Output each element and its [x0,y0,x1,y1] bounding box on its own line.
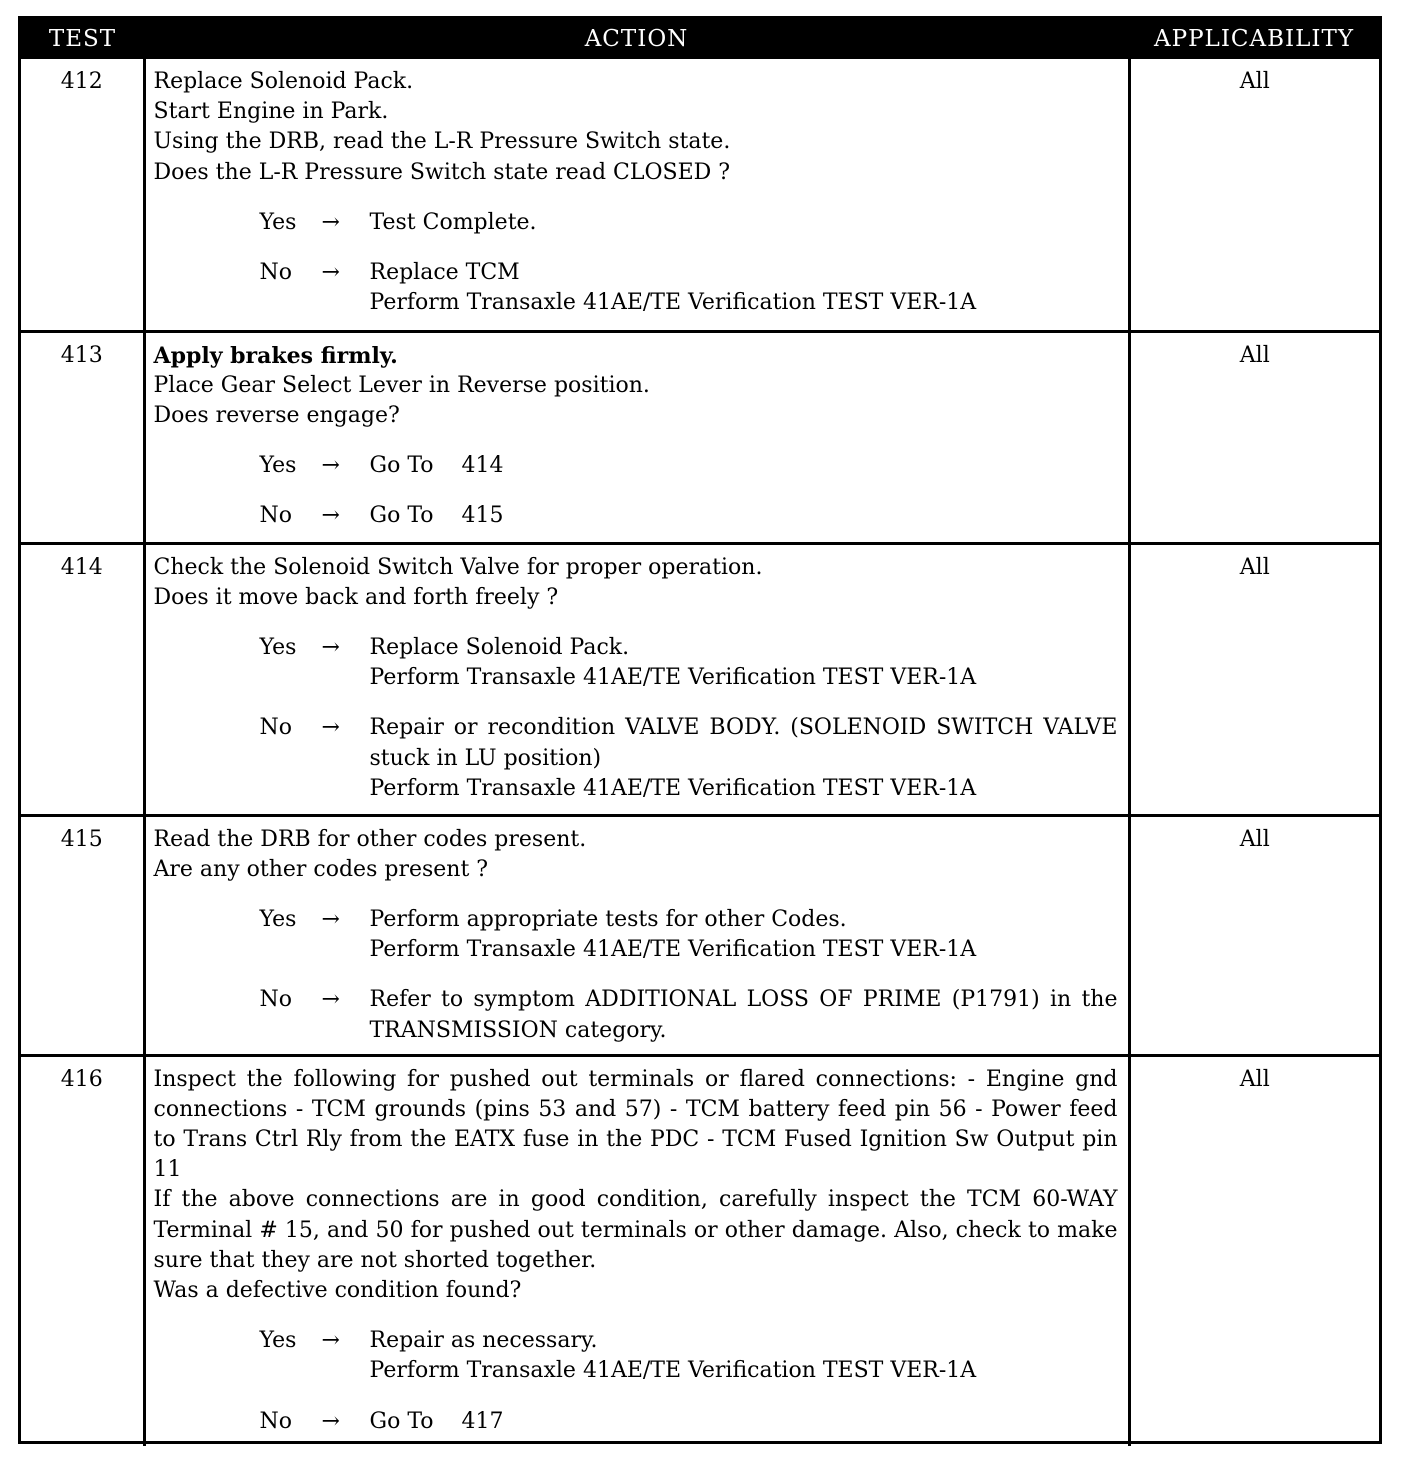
arrow-icon: → [321,453,340,479]
result-line: Perform Transaxle 41AE/TE Verification TEST VER-1A [369,1358,977,1384]
action-steps [154,825,1118,885]
yes-result [370,208,1118,238]
action-line: Does the L-R Pressure Switch state read CLOSED ? [153,159,731,185]
table-row [21,1055,1379,1446]
arrow-icon: → [321,209,340,235]
action-line: Are any other codes present ? [153,856,489,882]
action-line: Read the DRB for other codes present. [153,826,587,852]
action-line: Start Engine in Park. [153,99,389,125]
no-result [370,501,1118,531]
action-cell [144,815,1129,1055]
yes-result [370,905,1118,965]
result-line: Repair as necessary. [369,1328,598,1354]
yes-result [370,451,1118,481]
table-row [21,815,1379,1055]
result-line: Replace TCM [369,260,520,286]
yes-branch [154,208,1118,238]
action-line: Does reverse engage? [153,402,400,428]
table-header-row [21,19,1379,59]
result-line: Perform Transaxle 41AE/TE Verification TEST VER-1A [369,665,977,691]
yes-result [370,1326,1118,1386]
header-test: TEST [21,19,144,59]
yes-label: Yes [259,906,297,932]
arrow-icon: → [321,503,340,529]
goto-test-link[interactable]: 414 [461,453,504,479]
action-line: Using the DRB, read the L-R Pressure Switch state. [153,129,731,155]
no-branch [154,985,1118,1045]
table-row [21,331,1379,543]
no-label: No [259,260,292,286]
no-label: No [259,1408,292,1434]
result-line: Refer to symptom ADDITIONAL LOSS OF PRIME (P1791) in the TRANSMISSION category. [369,987,1118,1043]
action-line-emphasis: Apply brakes firmly. [153,342,398,369]
test-number: 416 [21,1055,144,1446]
action-line: Check the Solenoid Switch Valve for proper operation. [153,554,763,580]
action-cell [144,543,1129,815]
action-cell [144,59,1129,331]
goto-label: Go To [369,453,434,479]
arrow-icon: → [321,1328,340,1354]
result-line: Repair or recondition VALVE BODY. (SOLENOID SWITCH VALVE stuck in LU position) [369,715,1118,771]
yes-label: Yes [259,453,297,479]
arrow-icon: → [321,260,340,286]
action-steps [154,341,1118,432]
no-branch [154,501,1118,531]
test-number: 414 [21,543,144,815]
yes-branch [154,1326,1118,1386]
applicability-value: All [1239,69,1270,94]
no-branch [154,1407,1118,1437]
action-line: Replace Solenoid Pack. [153,69,414,94]
goto-label: Go To [369,503,434,529]
no-branch [154,258,1118,318]
diagnostic-test-table [21,19,1379,1446]
action-line: Place Gear Select Lever in Reverse position. [153,372,650,398]
arrow-icon: → [321,1408,340,1434]
no-result [370,1407,1118,1437]
arrow-icon: → [321,715,340,741]
yes-label: Yes [259,1328,297,1354]
no-label: No [259,987,292,1013]
goto-test-link[interactable]: 417 [461,1408,504,1434]
no-branch [154,713,1118,804]
action-steps [154,1065,1118,1307]
table-row [21,59,1379,331]
action-paragraph: Was a defective condition found? [153,1277,522,1303]
arrow-icon: → [321,906,340,932]
result-line: Perform Transaxle 41AE/TE Verification TEST VER-1A [369,937,977,963]
result-line: Perform Transaxle 41AE/TE Verification TEST VER-1A [369,775,977,801]
applicability-value: All [1129,1055,1379,1446]
yes-result [370,633,1118,693]
no-result [370,985,1118,1045]
yes-branch [154,451,1118,481]
diagnostic-table-sheet [18,16,1382,1444]
result-line: Test Complete. [369,209,537,235]
applicability-value: All [1129,543,1379,815]
arrow-icon: → [321,634,340,660]
yes-branch [154,633,1118,693]
action-paragraph: If the above connections are in good condition, carefully inspect the TCM 60-WAY Terminal # 15, and 50 for pushed out terminals or other damage. Also, check to make sure that they are not shorted together. [153,1187,1118,1273]
action-line: Does it move back and forth freely ? [153,584,559,610]
action-steps [154,553,1118,613]
no-result [370,713,1118,804]
test-number: 412 [60,69,103,94]
test-number: 413 [21,331,144,543]
goto-label: Go To [369,1408,434,1434]
no-label: No [259,503,292,529]
result-line: Replace Solenoid Pack. [369,634,630,660]
yes-label: Yes [259,209,297,235]
applicability-value: All [1129,331,1379,543]
arrow-icon: → [321,987,340,1013]
applicability-value: All [1129,815,1379,1055]
result-line: Perform appropriate tests for other Codes. [369,906,847,932]
no-result [370,258,1118,318]
action-steps [154,67,1118,188]
header-action: ACTION [144,19,1129,59]
result-line: Perform Transaxle 41AE/TE Verification TEST VER-1A [369,290,977,316]
goto-test-link[interactable]: 415 [461,503,504,529]
no-label: No [259,715,292,741]
table-row [21,543,1379,815]
yes-label: Yes [259,634,297,660]
test-number: 415 [21,815,144,1055]
action-cell [144,1055,1129,1446]
yes-branch [154,905,1118,965]
action-cell [144,331,1129,543]
action-paragraph: Inspect the following for pushed out terminals or flared connections: - Engine gnd connections - TCM grounds (pins 53 and 57) - TCM battery feed pin 56 - Power feed to Trans Ctrl Rly from the EATX fuse in the PDC - TCM Fused Ignition Sw Output pin 11 [153,1066,1118,1183]
header-applicability: APPLICABILITY [1129,19,1379,59]
